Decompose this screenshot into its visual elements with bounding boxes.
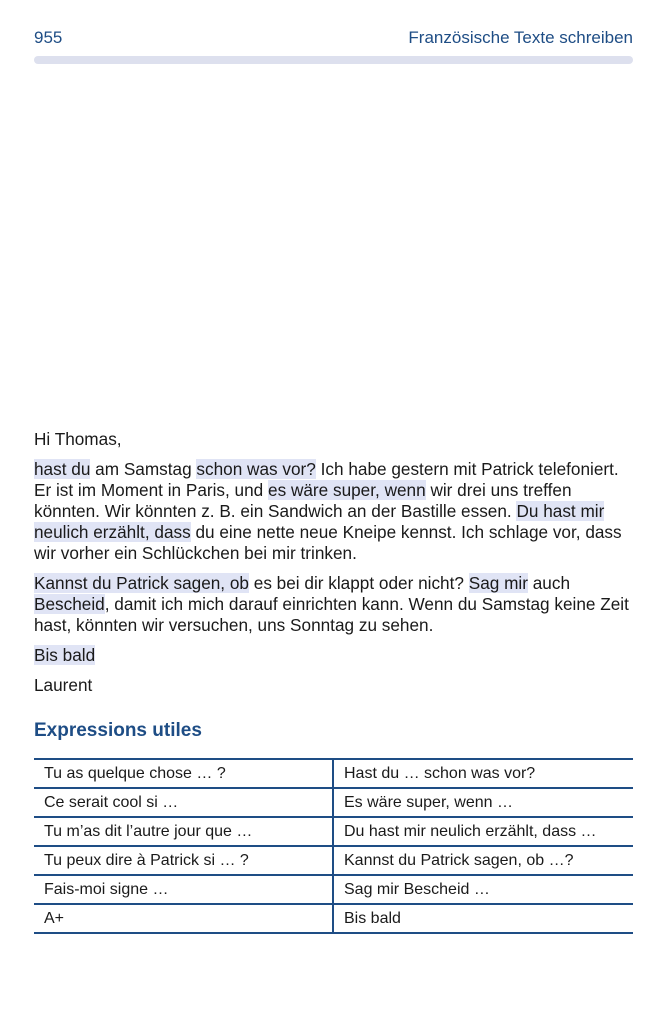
- french-expression: A+: [34, 904, 333, 933]
- highlighted-phrase: Bis bald: [34, 645, 96, 665]
- letter-greeting: Hi Thomas,: [34, 429, 122, 449]
- letter-signature: Laurent: [34, 675, 93, 695]
- letter-paragraph: [34, 573, 634, 636]
- french-expression: Tu m’as dit l’autre jour que …: [34, 817, 333, 846]
- highlighted-phrase: schon was vor?: [196, 459, 316, 479]
- letter-paragraph: [34, 459, 634, 564]
- expressions-heading: Expressions utiles: [34, 720, 202, 741]
- french-expression: Ce serait cool si …: [34, 788, 333, 817]
- german-expression: Du hast mir neulich erzählt, dass …: [333, 817, 633, 846]
- letter-body: [34, 429, 634, 705]
- table-row: [34, 846, 633, 875]
- table-row: [34, 759, 633, 788]
- text-run: auch: [527, 573, 570, 593]
- german-expression: Hast du … schon was vor?: [333, 759, 633, 788]
- highlighted-phrase: Bescheid: [34, 594, 105, 614]
- header-divider: [34, 56, 633, 64]
- highlighted-phrase: Sag mir: [468, 573, 528, 593]
- german-expression: Es wäre super, wenn …: [333, 788, 633, 817]
- text-run: es bei dir klappt oder nicht?: [248, 573, 469, 593]
- highlighted-phrase: Kannst du Patrick sagen, ob: [34, 573, 249, 593]
- page-number: 955: [34, 28, 63, 47]
- german-expression: Sag mir Bescheid …: [333, 875, 633, 904]
- french-expression: Tu as quelque chose … ?: [34, 759, 333, 788]
- letter-closing: [34, 645, 634, 666]
- text-run: du eine nette neue Kneipe kennst. Ich schlage vor, dass wir vorher ein Schlückchen bei mir trinken.: [34, 522, 622, 563]
- text-run: Ich habe gestern mit Patrick telefoniert. Er ist im Moment in Paris, und: [34, 459, 619, 500]
- expressions-table: [34, 758, 633, 934]
- text-run: wir drei uns treffen könnten. Wir könnten z. B. ein Sandwich an der Bastille essen.: [34, 480, 572, 521]
- section-title: Französische Texte schreiben: [408, 28, 633, 47]
- highlighted-phrase: Du hast mir neulich erzählt, dass: [34, 501, 605, 542]
- text-run: , damit ich mich darauf einrichten kann. Wenn du Samstag keine Zeit hast, könnten wir versuchen, uns Sonntag zu sehen.: [34, 594, 629, 635]
- german-expression: Kannst du Patrick sagen, ob …?: [333, 846, 633, 875]
- highlighted-phrase: hast du: [34, 459, 91, 479]
- table-row: [34, 904, 633, 933]
- page-header: [34, 26, 633, 54]
- table-row: [34, 875, 633, 904]
- french-expression: Fais-moi signe …: [34, 875, 333, 904]
- table-row: [34, 788, 633, 817]
- highlighted-phrase: es wäre super, wenn: [268, 480, 426, 500]
- table-row: [34, 817, 633, 846]
- text-run: am Samstag: [90, 459, 197, 479]
- french-expression: Tu peux dire à Patrick si … ?: [34, 846, 333, 875]
- german-expression: Bis bald: [333, 904, 633, 933]
